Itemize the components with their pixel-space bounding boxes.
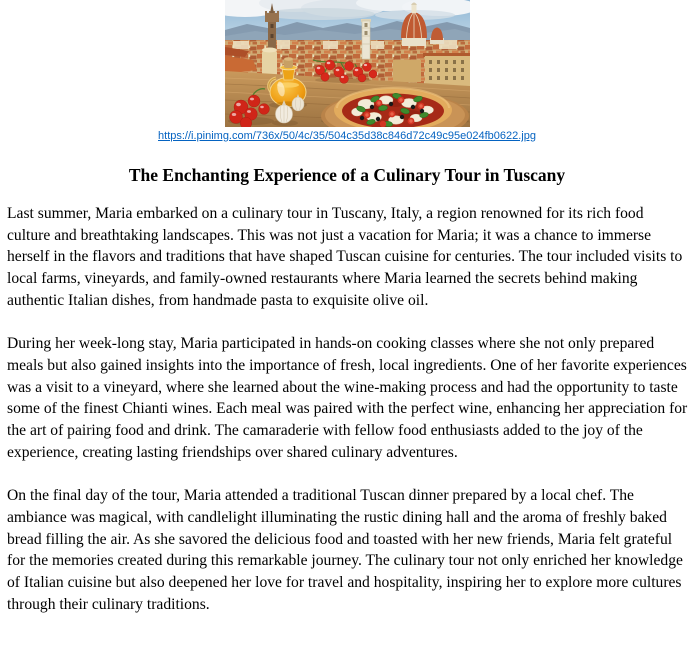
image-source-link[interactable]: https://i.pinimg.com/736x/50/4c/35/504c35d38c846d72c49c95e024fb0622.jpg xyxy=(158,130,536,142)
image-source-row xyxy=(0,130,694,143)
article-paragraph-1: Last summer, Maria embarked on a culinary tour in Tuscany, Italy, a region renowned for its rich food culture and breathtaking landscapes. This was not just a vacation for Maria; it was a chance to immerse herself in the flavors and traditions that have shaped Tuscan cuisine for centuries. The tour included visits to local farms, vineyards, and family-owned restaurants where Maria learned the secrets behind making authentic Italian dishes, from handmade pasta to exquisite olive oil. xyxy=(7,205,683,309)
article-paragraph-2: During her week-long stay, Maria participated in hands-on cooking classes where she not only prepared meals but also gained insights into the importance of fresh, local ingredients. One of her favorite experiences was a visit to a vineyard, where she learned about the wine-making process and had the opportunity to taste some of the finest Chianti wines. Each meal was paired with the perfect wine, enhancing her appreciation for the art of pairing food and drink. The camaraderie with fellow food enthusiasts added to the joy of the experience, creating lasting friendships over shared culinary adventures. xyxy=(7,335,688,461)
tuscany-photo xyxy=(225,0,470,127)
giotto-campanile xyxy=(361,19,371,59)
article-title: The Enchanting Experience of a Culinary Tour in Tuscany xyxy=(128,165,566,185)
article-paragraph-3: On the final day of the tour, Maria attended a traditional Tuscan dinner prepared by a local chef. The ambiance was magical, with candlelight illuminating the rustic dining hall and the aroma of freshly baked bread filling the air. As she savored the delicious food and toasted with her new friends, Maria felt grateful for the memories created during this remarkable journey. The culinary tour not only enriched her knowledge of Italian cuisine but also deepened her love for travel and hospitality, inspiring her to explore more cultures through their culinary traditions. xyxy=(7,487,683,613)
article-body xyxy=(0,203,694,615)
hero-figure xyxy=(0,0,694,127)
